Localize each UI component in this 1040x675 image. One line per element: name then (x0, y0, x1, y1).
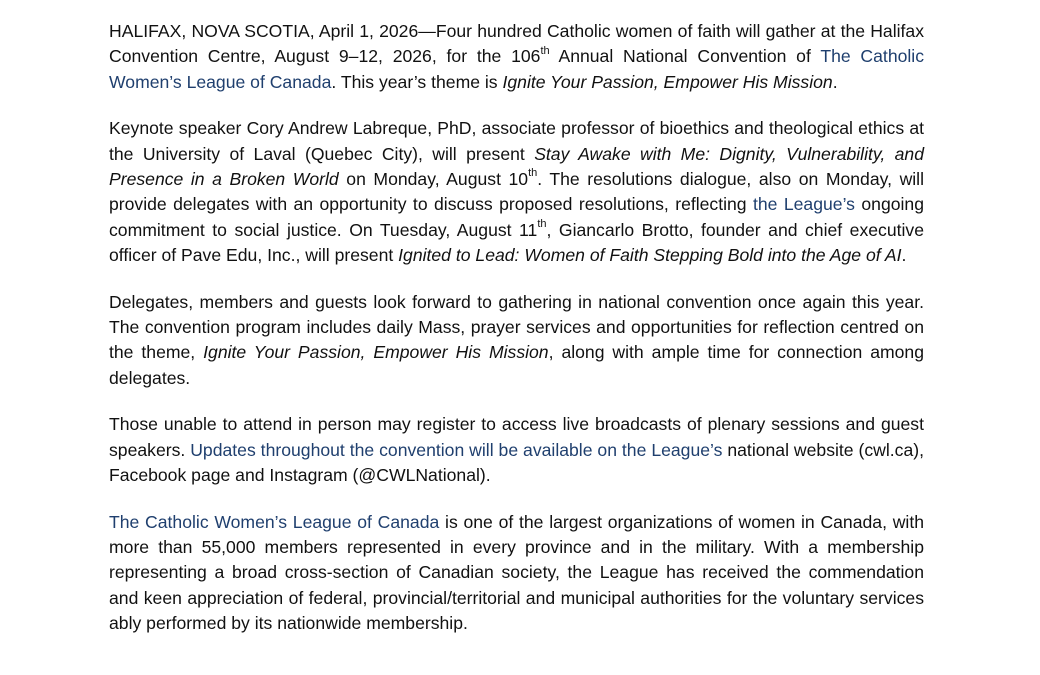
about-text: is one of the largest organizations of women in Canada, with more than 55,000 members represented in every province and in the military. With a membership representing a broad cross-section of Canadian society, the League has received the commendation and keen appreciation of federal, provincial/territorial and municipal authorities for the voluntary services ably performed by its nationwide membership. (109, 511, 924, 634)
program-text: , along with ample time for connection among delegates. (109, 342, 924, 388)
announcement-text: . This year’s theme is (331, 71, 503, 92)
ordinal-suffix: th (540, 44, 550, 57)
ordinal-suffix: th (537, 217, 547, 230)
keynote-text: on Monday, August 10 (338, 169, 529, 190)
paragraph-program (109, 290, 924, 392)
press-release-body (109, 19, 924, 657)
ordinal-suffix: th (528, 167, 538, 180)
keynote-text: . (901, 245, 907, 266)
keynote-text: ongoing commitment to social justice. On Tuesday, August 11 (109, 194, 924, 240)
second-talk-title: Ignited to Lead: Women of Faith Stepping Bold into the Age of AI (398, 245, 902, 266)
updates-link[interactable]: Updates throughout the convention will be available on the League’s (190, 439, 723, 460)
convention-theme: Ignite Your Passion, Empower His Mission (203, 342, 549, 363)
announcement-text: Annual National Convention of (549, 46, 821, 67)
broadcast-text: national website (cwl.ca), Facebook page and Instagram (@CWLNational). (109, 439, 924, 486)
paragraph-keynote (109, 116, 924, 268)
paragraph-about-cwl (109, 510, 924, 637)
cwl-name-link[interactable]: The Catholic Women’s League of Canada (109, 511, 440, 532)
league-link[interactable]: the League’s (753, 194, 855, 215)
paragraph-announcement (109, 19, 924, 95)
broadcast-text: Those unable to attend in person may register to access live broadcasts of plenary sessions and guest speakers. (109, 414, 924, 460)
announcement-text: . (832, 71, 838, 92)
keynote-text: . The resolutions dialogue, also on Monday, will provide delegates with an opportunity to discuss proposed resolutions, reflecting (109, 169, 924, 215)
program-text: Delegates, members and guests look forward to gathering in national convention once again this year. The convention program includes daily Mass, prayer services and opportunities for reflection centred on the theme, (109, 291, 924, 363)
keynote-text: , Giancarlo Brotto, founder and chief executive officer of Pave Edu, Inc., will present (109, 219, 924, 266)
keynote-talk-title: Stay Awake with Me: Dignity, Vulnerability, and Presence in a Broken World (109, 143, 924, 190)
announcement-text: HALIFAX, NOVA SCOTIA, April 1, 2026—Four hundred Catholic women of faith will gather at the Halifax Convention Centre, August 9–12, 2026, for the 106 (109, 21, 924, 67)
convention-theme: Ignite Your Passion, Empower His Mission (502, 71, 833, 92)
cwl-name-link[interactable]: The Catholic Women’s League of Canada (109, 46, 924, 92)
keynote-text: Keynote speaker Cory Andrew Labreque, PhD, associate professor of bioethics and theological ethics at the University of Laval (Quebec City), will present (109, 118, 924, 164)
paragraph-broadcast (109, 412, 924, 488)
